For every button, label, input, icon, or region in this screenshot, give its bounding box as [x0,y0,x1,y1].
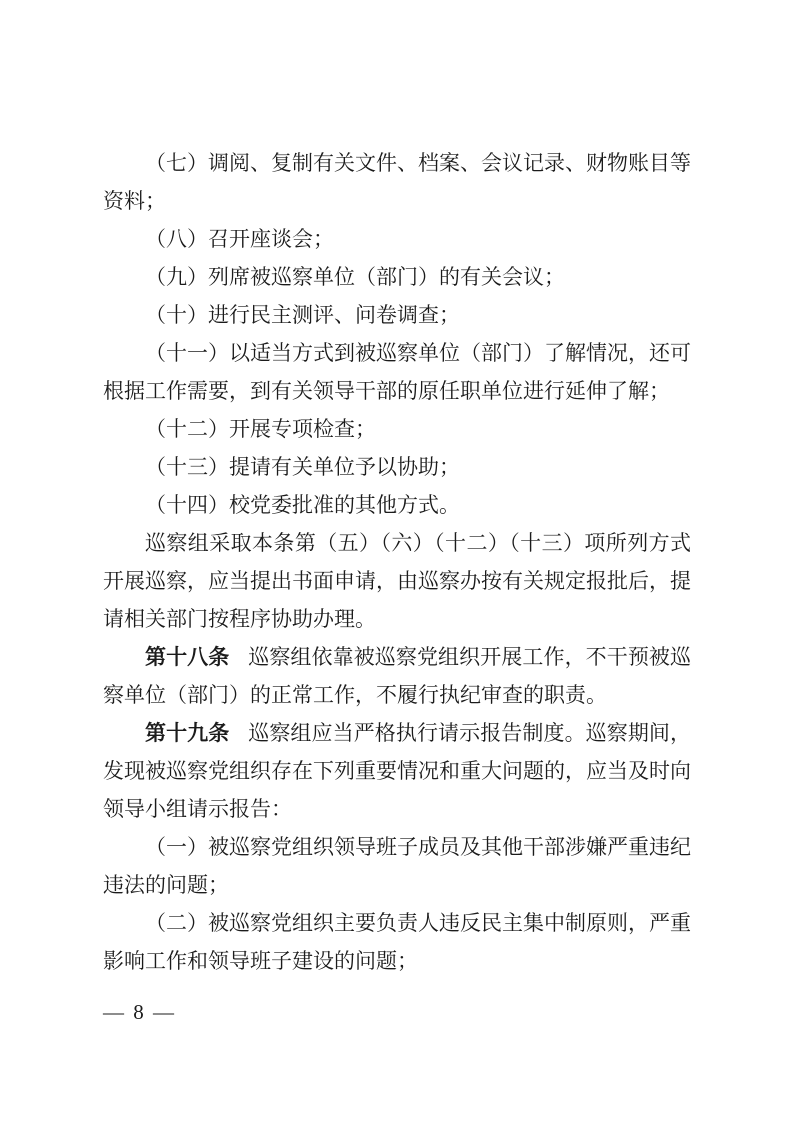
article-18 [103,638,691,714]
clause-item-13 [103,448,691,486]
article-18-number: 第十八条 [145,645,230,669]
subclause-text: （一）被巡察党组织领导班子成员及其他干部涉嫌严重违纪违法的问题； [103,835,691,897]
clause-text: （九）列席被巡察单位（部门）的有关会议； [145,265,565,289]
clause-text: （十四）校党委批准的其他方式。 [145,493,460,517]
article-18-text: 巡察组依靠被巡察党组织开展工作，不干预被巡察单位（部门）的正常工作，不履行执纪审查的职责。 [103,645,692,707]
clause-item-12 [103,410,691,448]
page-number: — 8 — [103,1000,176,1024]
article-19 [103,714,691,828]
clause-item-14 [103,486,691,524]
clause-item-7 [103,144,691,220]
clause-text: （八）召开座谈会； [145,227,334,251]
clause-text: （十）进行民主测评、问卷调查； [145,303,460,327]
clause-text: （十二）开展专项检查； [145,417,376,441]
clause-text: （十一）以适当方式到被巡察单位（部门）了解情况，还可根据工作需要，到有关领导干部的原任职单位进行延伸了解； [103,341,691,403]
clause-text: （十三）提请有关单位予以协助； [145,455,460,479]
article-19-text: 巡察组应当严格执行请示报告制度。巡察期间，发现被巡察党组织存在下列重要情况和重大问题的，应当及时向领导小组请示报告： [103,721,692,821]
paragraph-methods-approval [103,524,691,638]
clause-item-11 [103,334,691,410]
clause-item-8 [103,220,691,258]
article-19-number: 第十九条 [145,721,230,745]
paragraph-text: 巡察组采取本条第（五）（六）（十二）（十三）项所列方式开展巡察，应当提出书面申请，由巡察办按有关规定报批后，提请相关部门按程序协助办理。 [103,531,691,631]
clause-item-9 [103,258,691,296]
clause-item-10 [103,296,691,334]
subclause-item-1 [103,828,691,904]
clause-text: （七）调阅、复制有关文件、档案、会议记录、财物账目等资料； [103,151,691,213]
subclause-text: （二）被巡察党组织主要负责人违反民主集中制原则，严重影响工作和领导班子建设的问题； [103,911,691,973]
subclause-item-2 [103,904,691,980]
document-body [103,144,691,980]
